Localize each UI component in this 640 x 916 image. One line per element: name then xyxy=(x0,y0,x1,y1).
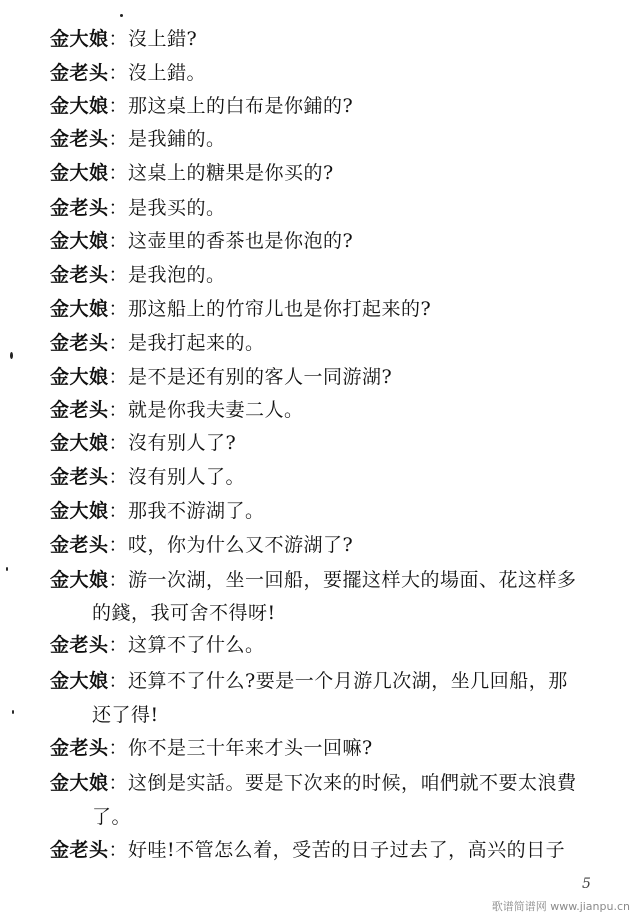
dialogue-line xyxy=(50,263,226,287)
scan-speck xyxy=(6,567,8,571)
separator: ： xyxy=(108,500,129,522)
line-text: 还算不了什么?要是一个月游几次湖，坐几回船，那 xyxy=(128,670,568,692)
speaker-name: 金大娘 xyxy=(50,500,109,522)
separator: ： xyxy=(108,264,129,286)
scan-speck xyxy=(12,710,14,714)
line-text: 是我打起来的。 xyxy=(128,332,265,354)
line-text: 沒有别人了? xyxy=(128,432,237,454)
page-number: 5 xyxy=(582,876,591,892)
speaker-name: 金老头 xyxy=(50,634,109,656)
separator: ： xyxy=(108,62,129,84)
speaker-name: 金老头 xyxy=(50,264,109,286)
speaker-name: 金大娘 xyxy=(50,366,109,388)
dialogue-line xyxy=(50,61,206,85)
line-text: 这倒是实話。要是下次来的时候，咱們就不要太浪費 xyxy=(128,772,577,794)
watermark-text: 歌谱简谱网 www.jianpu.cn xyxy=(491,900,630,913)
separator: ： xyxy=(108,737,129,759)
dialogue-line xyxy=(50,127,226,151)
separator: ： xyxy=(108,772,129,794)
speaker-name: 金大娘 xyxy=(50,772,109,794)
speaker-name: 金大娘 xyxy=(50,162,109,184)
dialogue-line xyxy=(50,633,265,657)
line-text: 沒上錯。 xyxy=(128,62,207,84)
line-text: 沒有别人了。 xyxy=(128,466,246,488)
separator: ： xyxy=(108,298,129,320)
separator: ： xyxy=(108,332,129,354)
line-text: 是不是还有别的客人一同游湖? xyxy=(128,366,393,388)
dialogue-continuation: 了。 xyxy=(92,806,132,828)
dialogue-line xyxy=(50,196,226,220)
dialogue-line xyxy=(50,331,265,355)
dialogue-continuation: 的錢，我可舍不得呀! xyxy=(92,602,276,624)
speaker-name: 金老头 xyxy=(50,128,109,150)
line-text: 那这桌上的白布是你鋪的? xyxy=(128,95,354,117)
line-text: 是我泡的。 xyxy=(128,264,226,286)
separator: ： xyxy=(108,230,129,252)
speaker-name: 金大娘 xyxy=(50,432,109,454)
dialogue-line xyxy=(50,499,265,523)
line-text: 那这船上的竹帘儿也是你打起来的? xyxy=(128,298,432,320)
line-text: 是我买的。 xyxy=(128,197,226,219)
separator: ： xyxy=(108,128,129,150)
separator: ： xyxy=(108,366,129,388)
dialogue-line xyxy=(50,94,353,118)
speaker-name: 金老头 xyxy=(50,839,109,861)
speaker-name: 金老头 xyxy=(50,62,109,84)
separator: ： xyxy=(108,28,129,50)
separator: ： xyxy=(108,399,129,421)
line-text: 这壶里的香茶也是你泡的? xyxy=(128,230,354,252)
separator: ： xyxy=(108,432,129,454)
separator: ： xyxy=(108,839,129,861)
dialogue-line xyxy=(50,465,245,489)
dialogue-line xyxy=(50,669,568,693)
scan-speck xyxy=(10,352,13,359)
dialogue-line xyxy=(50,736,373,760)
line-text: 好哇!不管怎么着，受苦的日子过去了，高兴的日子 xyxy=(128,839,566,861)
speaker-name: 金大娘 xyxy=(50,670,109,692)
speaker-name: 金老头 xyxy=(50,399,109,421)
speaker-name: 金老头 xyxy=(50,197,109,219)
line-text: 就是你我夫妻二人。 xyxy=(128,399,304,421)
dialogue-line xyxy=(50,27,197,51)
speaker-name: 金老头 xyxy=(50,737,109,759)
dialogue-line xyxy=(50,533,353,557)
line-text: 游一次湖，坐一回船，要擺这样大的場面、花这样多 xyxy=(128,569,577,591)
dialogue-line xyxy=(50,431,236,455)
dialogue-line xyxy=(50,398,304,422)
speaker-name: 金老头 xyxy=(50,332,109,354)
speaker-name: 金大娘 xyxy=(50,95,109,117)
dialogue-continuation: 还了得! xyxy=(92,704,159,726)
separator: ： xyxy=(108,634,129,656)
line-text: 是我鋪的。 xyxy=(128,128,226,150)
speaker-name: 金大娘 xyxy=(50,230,109,252)
separator: ： xyxy=(108,197,129,219)
separator: ： xyxy=(108,670,129,692)
dialogue-line xyxy=(50,229,353,253)
line-text: 那我不游湖了。 xyxy=(128,500,265,522)
scan-speck xyxy=(120,14,123,17)
dialogue-line xyxy=(50,365,392,389)
dialogue-line xyxy=(50,568,577,592)
speaker-name: 金大娘 xyxy=(50,298,109,320)
separator: ： xyxy=(108,95,129,117)
dialogue-line xyxy=(50,161,334,185)
separator: ： xyxy=(108,534,129,556)
separator: ： xyxy=(108,162,129,184)
line-text: 哎，你为什么又不游湖了? xyxy=(128,534,354,556)
dialogue-line xyxy=(50,838,565,862)
speaker-name: 金老头 xyxy=(50,466,109,488)
line-text: 这桌上的糖果是你买的? xyxy=(128,162,334,184)
line-text: 这算不了什么。 xyxy=(128,634,265,656)
speaker-name: 金大娘 xyxy=(50,28,109,50)
line-text: 你不是三十年来才头一回嘛? xyxy=(128,737,373,759)
speaker-name: 金老头 xyxy=(50,534,109,556)
separator: ： xyxy=(108,466,129,488)
speaker-name: 金大娘 xyxy=(50,569,109,591)
separator: ： xyxy=(108,569,129,591)
line-text: 沒上錯? xyxy=(128,28,198,50)
dialogue-line xyxy=(50,771,577,795)
dialogue-line xyxy=(50,297,431,321)
